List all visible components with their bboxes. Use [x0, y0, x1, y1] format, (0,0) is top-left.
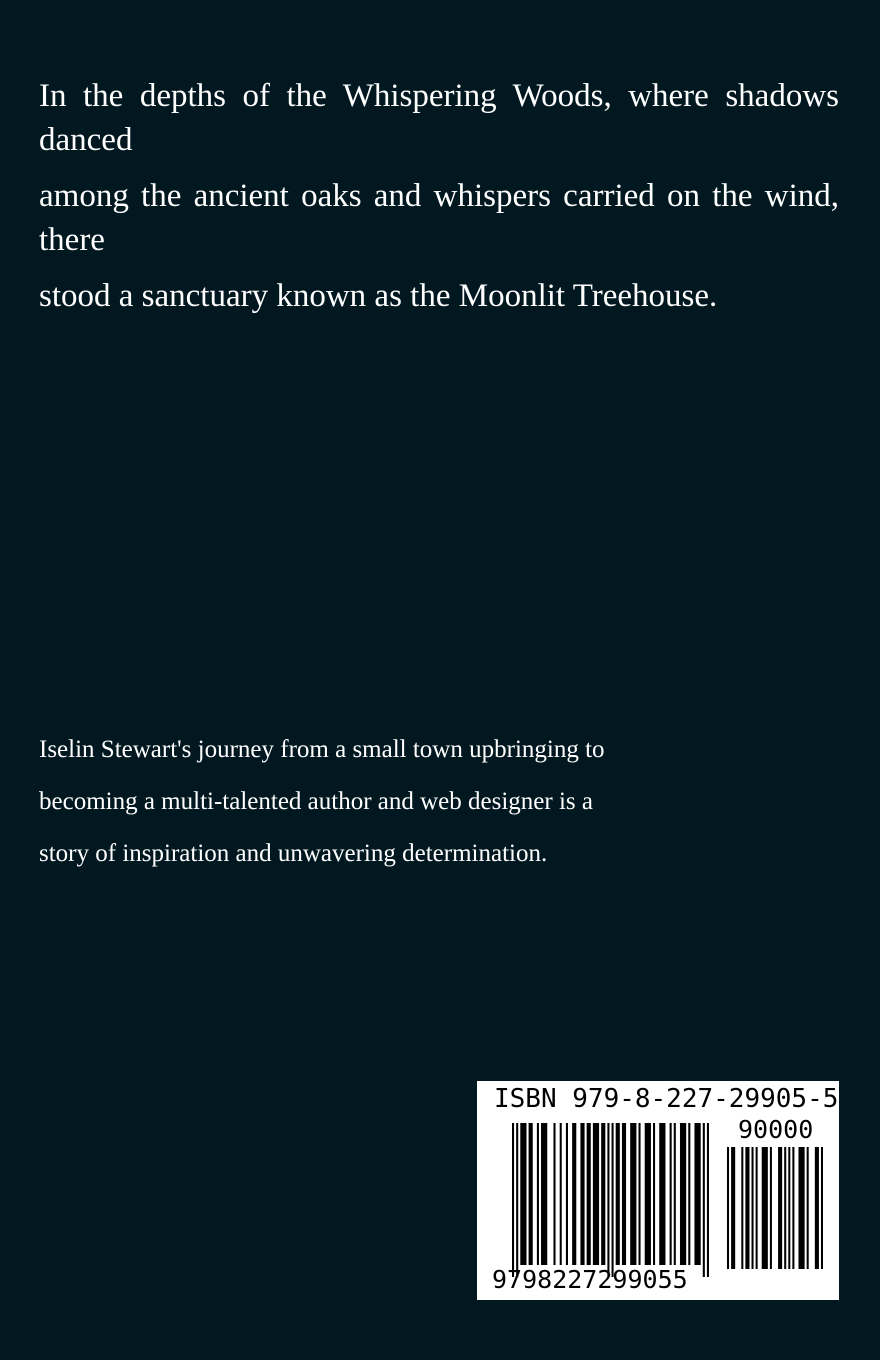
barcode-bar	[560, 1123, 562, 1265]
barcode-bar	[630, 1123, 636, 1265]
ean-bars	[512, 1123, 709, 1277]
addon-bars	[727, 1147, 823, 1269]
isbn-label: ISBN 979-8-227-29905-5	[494, 1084, 839, 1114]
author-bio-line-2: becoming a multi-talented author and web designer is a	[39, 788, 593, 815]
barcode-bar	[587, 1123, 591, 1265]
blurb-paragraph-2: among the ancient oaks and whispers carried on the wind, there	[39, 178, 839, 258]
blurb-paragraph-3: stood a sanctuary known as the Moonlit Treehouse.	[39, 278, 718, 314]
barcode-bar	[670, 1123, 672, 1265]
barcode-bar	[516, 1123, 518, 1277]
barcode-bar	[788, 1147, 790, 1269]
barcode-bar	[778, 1147, 782, 1269]
barcode-bar	[674, 1123, 676, 1265]
barcode-bar	[821, 1147, 823, 1269]
barcode-bar	[731, 1147, 735, 1269]
barcode-bar	[815, 1147, 819, 1269]
barcode-bar	[703, 1123, 705, 1277]
barcode-bar	[616, 1123, 620, 1265]
barcode-bar	[512, 1123, 514, 1277]
barcode-bar	[770, 1147, 772, 1269]
ean-digits: 9798227299055	[492, 1265, 688, 1294]
barcode-bar	[537, 1123, 539, 1265]
barcode-bar	[645, 1123, 651, 1265]
barcode-bar	[612, 1123, 614, 1277]
price-code: 90000	[738, 1115, 814, 1144]
barcode-bar	[756, 1147, 758, 1269]
barcode-bar	[792, 1147, 794, 1269]
author-bio-line-1: Iselin Stewart's journey from a small town upbringing to	[39, 736, 605, 763]
isbn-barcode	[477, 1081, 839, 1300]
author-bio	[39, 734, 679, 890]
barcode-bar	[745, 1147, 749, 1269]
barcode-bar	[566, 1123, 568, 1265]
barcode-bar	[727, 1147, 729, 1269]
barcode-bar	[752, 1147, 754, 1269]
barcode-bar	[601, 1123, 605, 1265]
barcode-bar	[529, 1123, 533, 1265]
barcode-bar	[680, 1123, 686, 1265]
barcode-bar	[553, 1123, 555, 1265]
blurb-paragraph-1: In the depths of the Whispering Woods, where shadows danced	[39, 78, 839, 158]
barcode-bar	[762, 1147, 768, 1269]
barcode-bar	[520, 1123, 526, 1265]
barcode-bar	[798, 1147, 804, 1269]
barcode-bar	[572, 1123, 576, 1265]
barcode-bar	[694, 1123, 700, 1265]
barcode-bar	[707, 1123, 709, 1277]
barcode-bar	[688, 1123, 690, 1265]
author-bio-line-3: story of inspiration and unwavering determination.	[39, 840, 548, 867]
barcode-bar	[541, 1123, 547, 1265]
barcode-bar	[622, 1123, 626, 1265]
barcode-bar	[659, 1123, 665, 1265]
barcode-bar	[638, 1123, 640, 1265]
barcode-bar	[653, 1123, 655, 1265]
barcode-bar	[580, 1123, 584, 1265]
back-cover-blurb	[39, 74, 839, 330]
barcode-bar	[607, 1123, 609, 1277]
barcode-bar	[784, 1147, 786, 1269]
barcode-bar	[593, 1123, 599, 1265]
barcode-bar	[741, 1147, 743, 1269]
barcode-bar	[807, 1147, 809, 1269]
